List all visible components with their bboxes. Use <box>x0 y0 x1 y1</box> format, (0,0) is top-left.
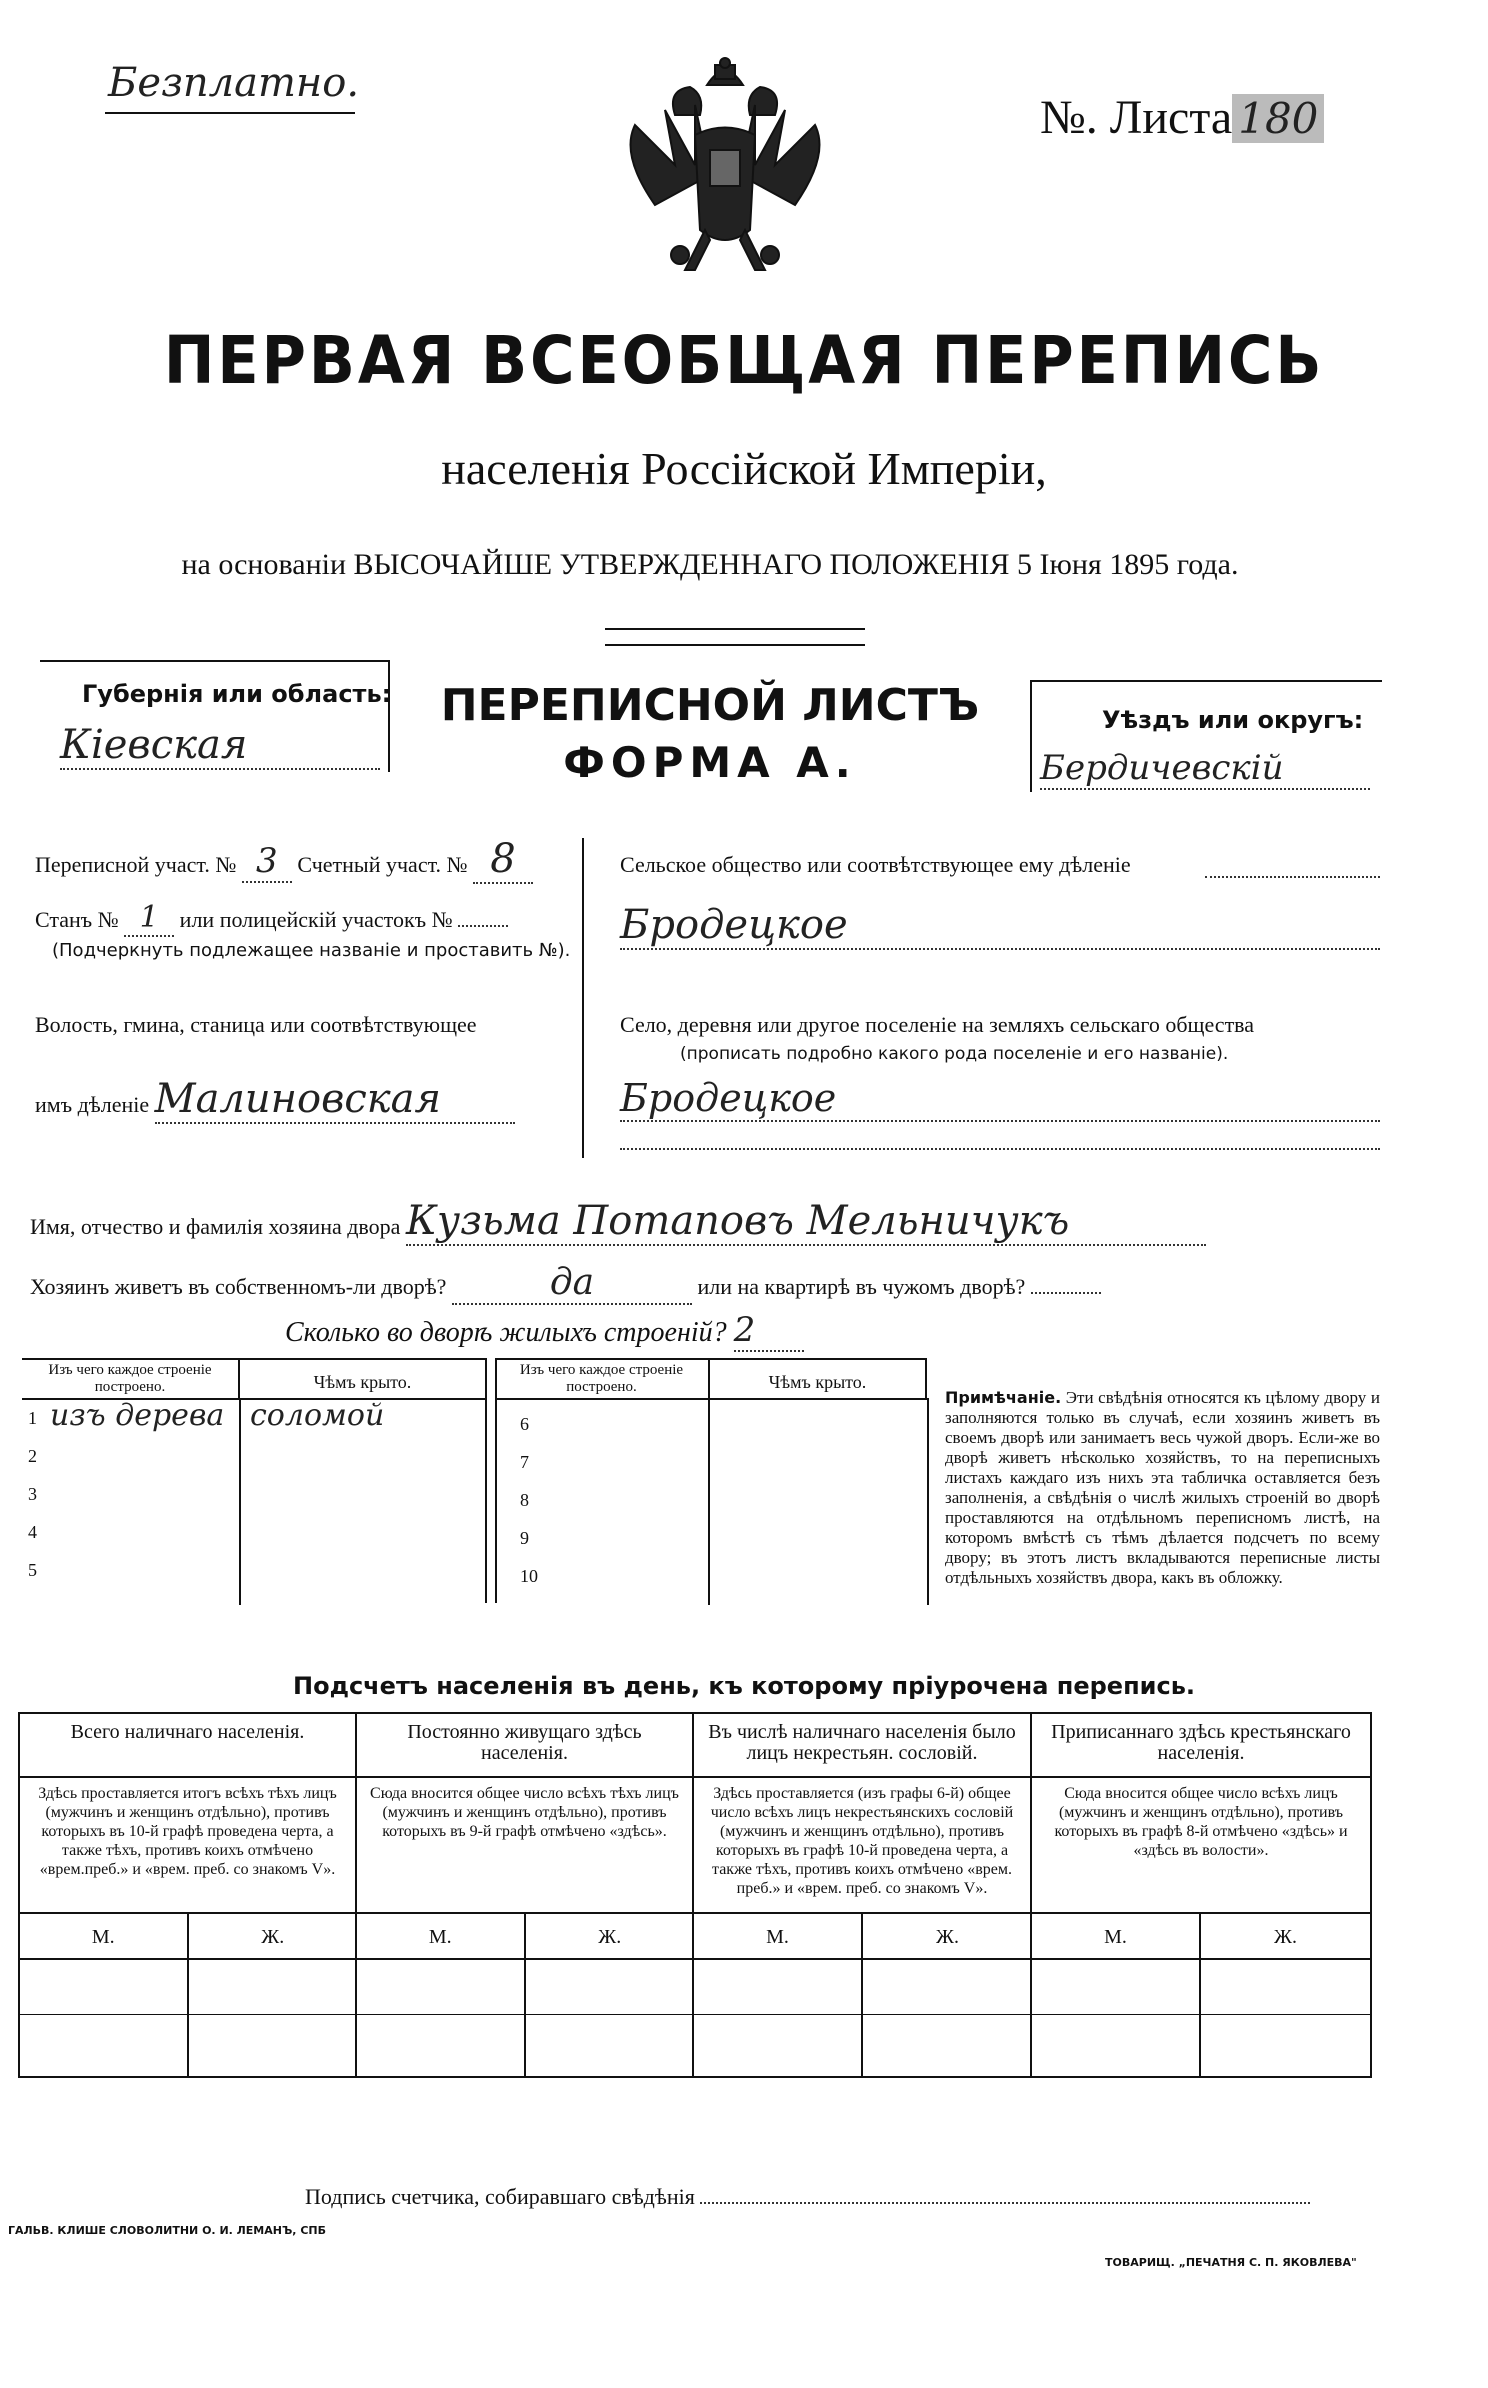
population-male-value-cell[interactable] <box>357 1960 526 2076</box>
owner-name-row <box>30 1198 1380 1246</box>
population-female-header: Ж. <box>189 1914 358 1960</box>
village-value: Бродецкое <box>620 1076 1380 1122</box>
volost-label: Волость, гмина, станица или соотвѣтствующее <box>35 1012 477 1037</box>
col-roof-label-2: Чѣмъ крыто. <box>768 1372 867 1392</box>
society-label: Сельское общество или соотвѣтствующее ему дѣленіе <box>620 852 1131 877</box>
population-column <box>357 1714 694 2076</box>
building-row-number: 9 <box>520 1528 529 1548</box>
building-row-number: 3 <box>28 1484 37 1504</box>
building-row-number: 6 <box>520 1414 529 1434</box>
population-row-divider <box>1201 2014 1370 2015</box>
population-female-value-cell[interactable] <box>526 1960 695 2076</box>
village-extra-dots <box>620 1148 1380 1150</box>
population-female-header: Ж. <box>863 1914 1032 1960</box>
census-area-value: 3 <box>242 841 292 883</box>
underline-note: (Подчеркнуть подлежащее названіе и проставить №). <box>52 940 571 961</box>
population-male-header: М. <box>694 1914 863 1960</box>
buildings-count-row <box>285 1310 804 1352</box>
building-row-material: изъ дерева <box>50 1398 225 1433</box>
volost-label-2: имъ дѣленіе <box>35 1092 150 1117</box>
buildings-count-label: Сколько во дворѣ жилыхъ строеній? <box>285 1317 727 1348</box>
col-material-label: Изъ чего каждое строеніе построено. <box>48 1362 212 1395</box>
note-text: Эти свѣдѣнія относятся къ цѣлому двору и заполняются только въ случаѣ, если хозяинъ живетъ въ своемъ дворѣ или занимаетъ весь чужой дворъ. Если-же во дворѣ живетъ нѣсколько хозяйствъ, то на переписныхъ листахъ каждаго изъ нихъ эта табличка оставляется безъ заполненія, а свѣдѣнія о числѣ жилыхъ строеній во дворѣ проставляются на отдѣльномъ переписномъ листѣ, на которомъ вмѣстѣ съ тѣмъ дѣлается подсчетъ по всему двору; въ этотъ листъ вкладываются переписные листы отдѣльныхъ хозяйствъ двора, какъ въ обложку. <box>945 1388 1380 1587</box>
buildings-right-body <box>495 1398 929 1605</box>
population-column <box>694 1714 1032 2076</box>
signature-label: Подпись счетчика, собиравшаго свѣдѣнія <box>305 2184 695 2209</box>
society-value: Бродецкое <box>620 902 1380 950</box>
building-row-number: 5 <box>28 1560 37 1580</box>
population-female-value-cell[interactable] <box>189 1960 358 2076</box>
society-label-dots <box>1205 876 1380 878</box>
building-row-number: 10 <box>520 1566 538 1586</box>
buildings-left-header-roof <box>240 1358 485 1398</box>
volost-row <box>35 1076 515 1124</box>
signature-row <box>305 2184 1310 2210</box>
stan-row <box>35 900 508 937</box>
printer-left: ГАЛЬВ. КЛИШЕ СЛОВОЛИТНИ О. И. ЛЕМАНЪ, СПБ <box>8 2224 326 2237</box>
imperial-eagle-emblem <box>615 55 835 285</box>
population-table <box>18 1712 1372 2078</box>
buildings-left-header-material <box>22 1358 240 1398</box>
col-material-label-2: Изъ чего каждое строеніе построено. <box>519 1362 684 1395</box>
col-roof-label: Чѣмъ крыто. <box>313 1372 412 1392</box>
sheet-number-label: №. Листа <box>1040 91 1233 144</box>
police-label: или полицейскій участокъ № <box>179 907 453 932</box>
building-row-number: 1 <box>28 1408 37 1428</box>
stan-value: 1 <box>124 900 174 937</box>
population-row-divider <box>357 2014 526 2015</box>
population-male-value-cell[interactable] <box>694 1960 863 2076</box>
village-note: (прописать подробно какого рода поселеніе и его названіе). <box>680 1044 1229 1064</box>
province-value: Кіевская <box>60 722 380 770</box>
population-column-desc: Сюда вносится общее число всѣхъ тѣхъ лицъ (мужчинъ и женщинъ отдѣльно), противъ которыхъ въ 9-й графѣ отмѣчено «здѣсь». <box>357 1778 692 1914</box>
population-column-head: Въ числѣ наличнаго населенія было лицъ некрестьян. сословій. <box>694 1714 1030 1778</box>
right-col-divider <box>708 1400 710 1605</box>
village-label: Село, деревня или другое поселеніе на земляхъ сельскаго общества <box>620 1012 1255 1037</box>
volost-value: Малиновская <box>155 1076 515 1124</box>
population-column-head: Приписаннаго здѣсь крестьянскаго населенія. <box>1032 1714 1370 1778</box>
owner-name-value: Кузьма Потаповъ Мельничукъ <box>406 1198 1206 1246</box>
population-row-divider <box>863 2014 1032 2015</box>
population-male-header: М. <box>357 1914 526 1960</box>
district-label: Уѣздъ или округъ: <box>1102 706 1364 734</box>
population-row-divider <box>1032 2014 1201 2015</box>
population-column-desc: Здѣсь проставляется (изъ графы 6-й) общее число всѣхъ лицъ некрестьянскихъ сословій (мужчинъ и женщинъ отдѣльно), противъ которыхъ въ графѣ 10-й проведена черта, а также тѣхъ, противъ коихъ отмѣчено «врем. преб.» и «врем. преб. со знакомъ V». <box>694 1778 1030 1914</box>
population-female-header: Ж. <box>1201 1914 1370 1960</box>
population-male-value-cell[interactable] <box>20 1960 189 2076</box>
population-column-desc: Сюда вносится общее число всѣхъ лицъ (мужчинъ и женщинъ отдѣльно), противъ которыхъ въ графѣ 8-й отмѣчено «здѣсь» и «здѣсь въ волости». <box>1032 1778 1370 1914</box>
stan-label: Станъ № <box>35 907 119 932</box>
building-row-number: 2 <box>28 1446 37 1466</box>
sheet-number <box>1040 90 1324 145</box>
census-subtitle: населенія Россійской Имперіи, <box>441 443 1047 494</box>
owner-rent-label: или на квартирѣ въ чужомъ дворѣ? <box>697 1274 1026 1299</box>
population-row-divider <box>20 2014 189 2015</box>
free-underline <box>105 112 355 114</box>
population-column-desc: Здѣсь проставляется итогъ всѣхъ тѣхъ лицъ (мужчинъ и женщинъ отдѣльно), противъ которыхъ въ 10-й графѣ проведена черта, а также тѣхъ, противъ коихъ отмѣчено «врем.преб.» и «врем. преб. со знакомъ V». <box>20 1778 355 1914</box>
population-row-divider <box>526 2014 695 2015</box>
ornament-divider <box>605 628 865 646</box>
census-title: ПЕРВАЯ ВСЕОБЩАЯ ПЕРЕПИСЬ <box>163 322 1325 399</box>
form-title: ПЕРЕПИСНОЙ ЛИСТЪ <box>440 680 980 731</box>
printer-right: ТОВАРИЩ. „ПЕЧАТНЯ С. П. ЯКОВЛЕВА" <box>1105 2256 1357 2269</box>
population-female-header: Ж. <box>526 1914 695 1960</box>
buildings-count-value: 2 <box>734 1310 804 1352</box>
police-value <box>458 925 508 927</box>
census-area-row <box>35 836 533 884</box>
sheet-number-value: 180 <box>1232 94 1324 143</box>
buildings-right-header-material <box>495 1358 710 1398</box>
form-letter: ФОРМА А. <box>563 738 857 787</box>
building-row-number: 7 <box>520 1452 529 1472</box>
fields-divider <box>582 838 584 1158</box>
signature-value <box>700 2202 1310 2204</box>
province-label: Губернія или область: <box>82 680 392 708</box>
count-area-label: Счетный участ. № <box>297 852 468 877</box>
population-title: Подсчетъ населенія въ день, къ которому пріурочена перепись. <box>293 1672 1195 1700</box>
buildings-note <box>945 1388 1380 1588</box>
note-head: Примѣчаніе. <box>945 1388 1062 1407</box>
buildings-right-header-roof <box>710 1358 927 1398</box>
population-male-header: М. <box>20 1914 189 1960</box>
building-row-number: 4 <box>28 1522 37 1542</box>
population-column-head: Всего наличнаго населенія. <box>20 1714 355 1778</box>
owner-rent-value <box>1031 1292 1101 1294</box>
population-column <box>1032 1714 1370 2076</box>
census-basis: на основаніи ВЫСОЧАЙШЕ УТВЕРЖДЕННАГО ПОЛОЖЕНІЯ 5 Іюня 1895 года. <box>181 548 1239 581</box>
population-female-value-cell[interactable] <box>863 1960 1032 2076</box>
owner-own-row <box>30 1262 1380 1305</box>
buildings-table <box>22 1358 927 1603</box>
owner-name-label: Имя, отчество и фамилія хозяина двора <box>30 1214 401 1239</box>
population-column <box>20 1714 357 2076</box>
buildings-left-body <box>22 1398 485 1605</box>
population-row-divider <box>694 2014 863 2015</box>
population-male-header: М. <box>1032 1914 1201 1960</box>
free-label: Безплатно. <box>108 60 360 106</box>
population-column-head: Постоянно живущаго здѣсь населенія. <box>357 1714 692 1778</box>
census-area-label: Переписной участ. № <box>35 852 237 877</box>
owner-own-label: Хозяинъ живетъ въ собственномъ-ли дворѣ? <box>30 1274 447 1299</box>
building-row-roof: соломой <box>250 1398 385 1433</box>
left-col-divider <box>239 1400 241 1605</box>
building-row-number: 8 <box>520 1490 529 1510</box>
district-value: Бердичевскій <box>1040 748 1370 790</box>
population-female-value-cell[interactable] <box>1201 1960 1370 2076</box>
count-area-value: 8 <box>473 836 533 884</box>
population-row-divider <box>189 2014 358 2015</box>
owner-own-value: да <box>452 1262 692 1305</box>
population-male-value-cell[interactable] <box>1032 1960 1201 2076</box>
